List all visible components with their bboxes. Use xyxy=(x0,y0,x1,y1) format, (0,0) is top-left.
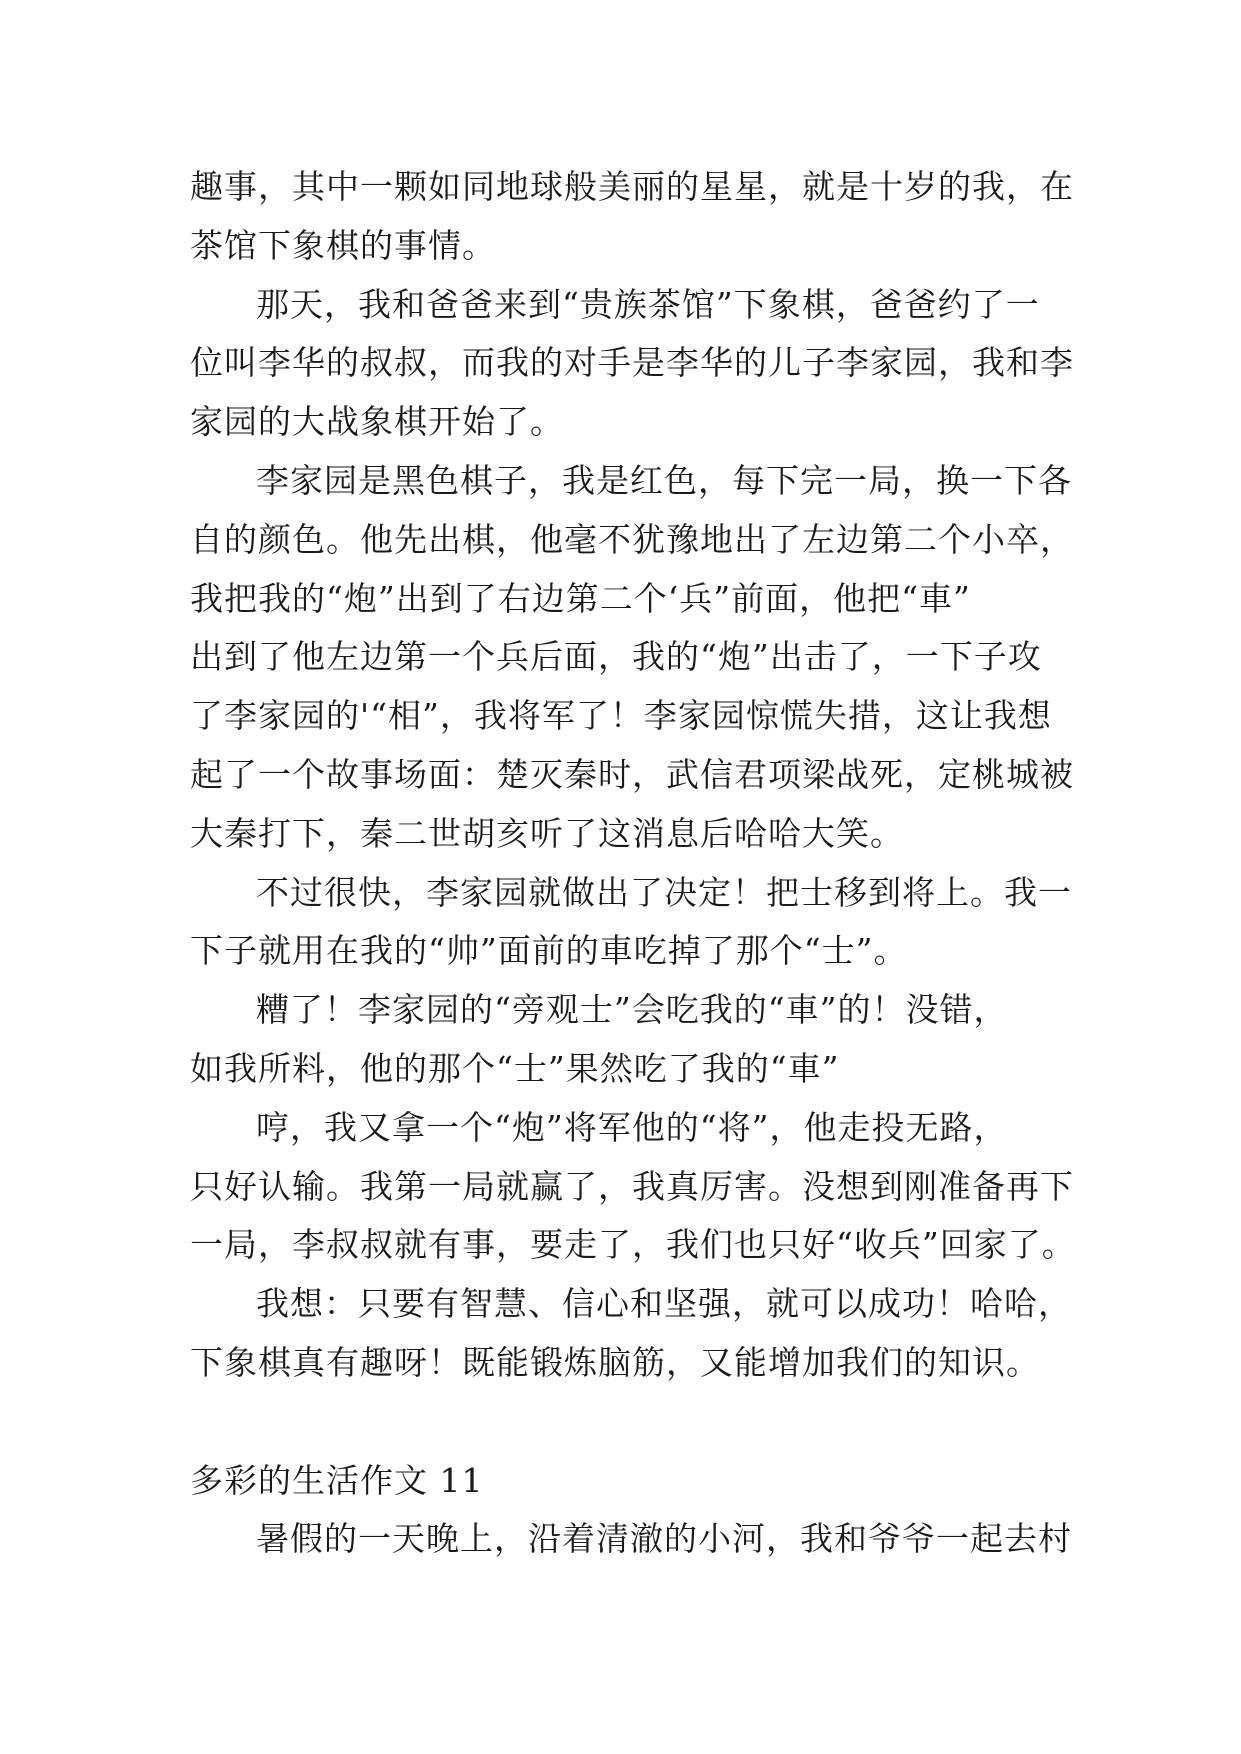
document-body xyxy=(190,158,1076,1569)
text-line: 只好认输。我第一局就赢了，我真厉害。没想到刚准备再下 xyxy=(190,1166,1074,1206)
text-line: 下子就用在我的“帅”面前的車吃掉了那个“士”。 xyxy=(190,931,908,971)
paragraph-start-line: 不过很快，李家园就做出了决定！把士移到将上。我一 xyxy=(256,872,1072,912)
section-heading: 多彩的生活作文 11 xyxy=(190,1460,484,1500)
text-line: 趣事，其中一颗如同地球般美丽的星星，就是十岁的我，在 xyxy=(190,167,1074,206)
text-line: 家园的大战象棋开始了。 xyxy=(190,402,564,442)
text-line: 自的颜色。他先出棋，他毫不犹豫地出了左边第二个小卒， xyxy=(190,519,1074,559)
text-line: 我把我的“炮”出到了右边第二个‘兵”前面，他把“車” xyxy=(190,578,971,618)
paragraph-start-line: 哼，我又拿一个“炮”将军他的“将”，他走投无路， xyxy=(256,1107,1008,1147)
text-line: 一局，李叔叔就有事，要走了，我们也只好“收兵”回家了。 xyxy=(190,1225,1076,1265)
paragraph-start-line: 我想：只要有智慧、信心和坚强，就可以成功！哈哈， xyxy=(256,1284,1072,1324)
text-line: 茶馆下象棋的事情。 xyxy=(190,225,496,265)
paragraph-start-line: 糟了！李家园的“旁观士”会吃我的“車”的！没错， xyxy=(256,990,1008,1030)
blank-line xyxy=(190,1393,1070,1452)
text-line: 位叫李华的叔叔，而我的对手是李华的儿子李家园，我和李 xyxy=(190,343,1074,383)
paragraph-start-line: 那天，我和爸爸来到“贵族茶馆”下象棋，爸爸约了一 xyxy=(256,284,1040,324)
paragraph-start-line: 李家园是黑色棋子，我是红色，每下完一局，换一下各 xyxy=(256,460,1072,500)
text-line: 如我所料，他的那个“士”果然吃了我的“車” xyxy=(190,1048,840,1088)
paragraph-start-line: 暑假的一天晚上，沿着清澈的小河，我和爷爷一起去村 xyxy=(256,1519,1072,1559)
text-line: 下象棋真有趣呀！既能锻炼脑筋，又能增加我们的知识。 xyxy=(190,1342,1040,1382)
text-line: 起了一个故事场面：楚灭秦时，武信君项梁战死，定桃城被 xyxy=(190,754,1074,794)
text-line: 了李家园的'“相”，我将军了！李家园惊慌失措，这让我想 xyxy=(190,696,1052,736)
text-line: 大秦打下，秦二世胡亥听了这消息后哈哈大笑。 xyxy=(190,813,904,853)
text-line: 出到了他左边第一个兵后面，我的“炮”出击了，一下子攻 xyxy=(190,637,1042,677)
